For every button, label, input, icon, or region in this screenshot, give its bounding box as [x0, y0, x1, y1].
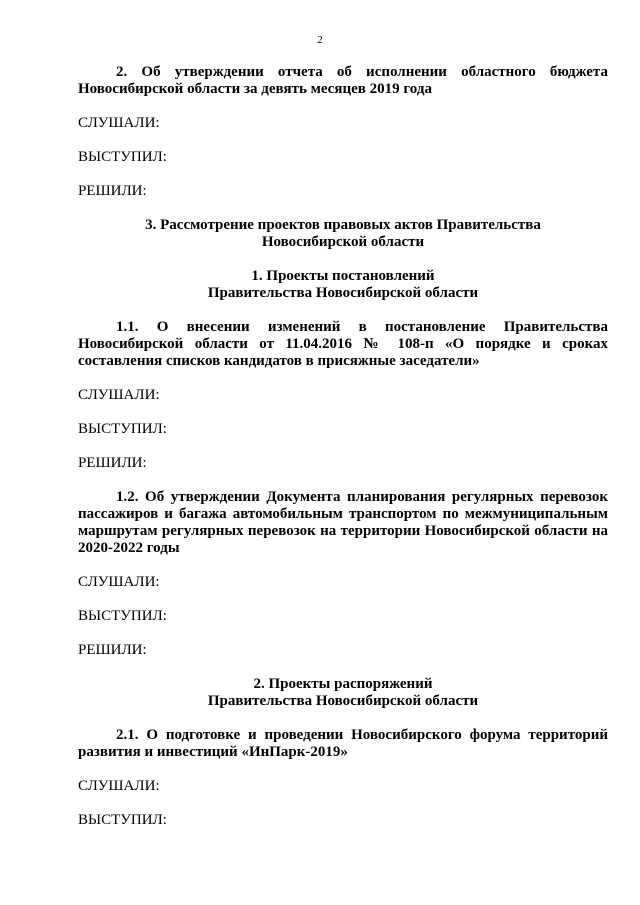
speaker-label: ВЫСТУПИЛ: [78, 812, 167, 828]
speaker-label: ВЫСТУПИЛ: [78, 421, 167, 437]
decision-label: РЕШИЛИ: [78, 642, 147, 658]
agenda-item-2: 2. Об утверждении отчета об исполнении областного бюджета Новосибирской области за девять месяцев 2019 года [78, 64, 608, 97]
agenda-item-1-1: 1.1. О внесении изменений в постановление Правительства Новосибирской области от 11.04.2016 № 108-п «О порядке и сроках составления списков кандидатов в присяжные заседатели» [78, 319, 608, 369]
subsection-heading-resolutions [78, 268, 608, 302]
document-body [78, 64, 608, 829]
section-heading-3 [78, 217, 608, 251]
subsection-heading-line: 1. Проекты постановлений [251, 268, 435, 284]
subsection-heading-line: Правительства Новосибирской области [207, 693, 479, 709]
subsection-heading-orders [78, 676, 608, 710]
heard-label: СЛУШАЛИ: [78, 387, 160, 403]
heard-label: СЛУШАЛИ: [78, 115, 160, 131]
section-heading-line: Новосибирской области [261, 234, 425, 250]
section-heading-line: 3. Рассмотрение проектов правовых актов Правительства [145, 217, 541, 233]
agenda-item-2-1: 2.1. О подготовке и проведении Новосибирского форума территорий развития и инвестиций «ИнПарк-2019» [78, 727, 608, 760]
subsection-heading-line: Правительства Новосибирской области [207, 285, 479, 301]
heard-label: СЛУШАЛИ: [78, 778, 160, 794]
page-number: 2 [317, 34, 323, 46]
agenda-item-1-2: 1.2. Об утверждении Документа планирования регулярных перевозок пассажиров и багажа автомобильным транспортом по межмуниципальным маршрутам регулярных перевозок на территории Новосибирской области на 2020-2022 годы [78, 489, 608, 556]
decision-label: РЕШИЛИ: [78, 455, 147, 471]
speaker-label: ВЫСТУПИЛ: [78, 149, 167, 165]
heard-label: СЛУШАЛИ: [78, 574, 160, 590]
decision-label: РЕШИЛИ: [78, 183, 147, 199]
subsection-heading-line: 2. Проекты распоряжений [253, 676, 433, 692]
speaker-label: ВЫСТУПИЛ: [78, 608, 167, 624]
